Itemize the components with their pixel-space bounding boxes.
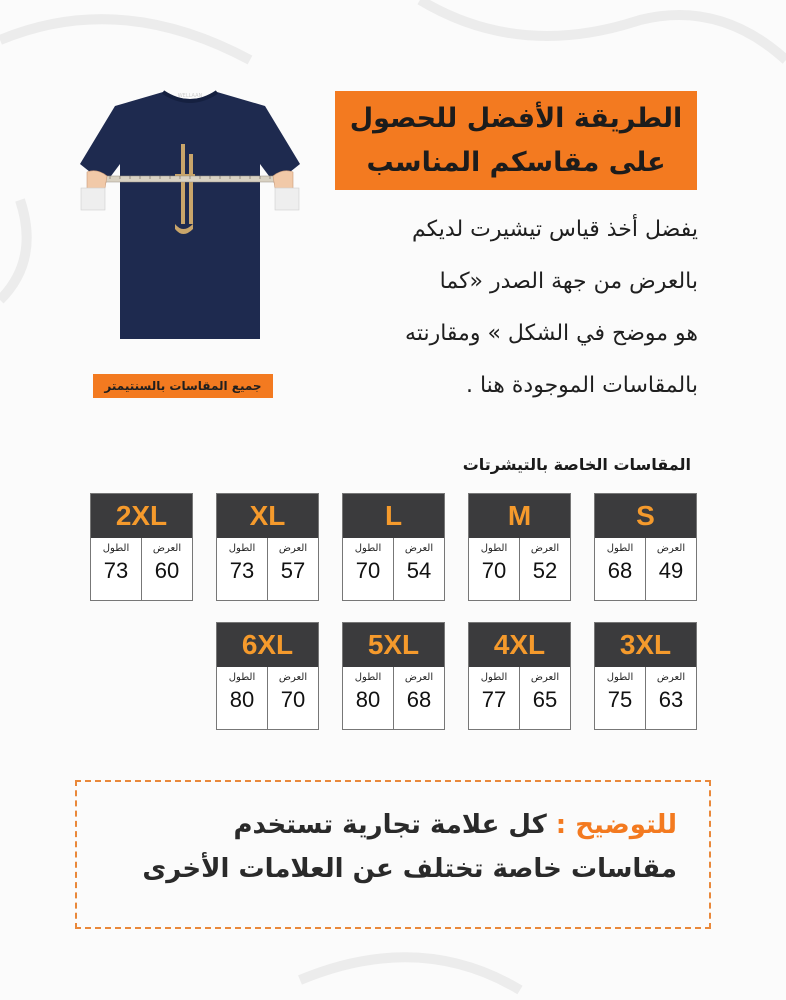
length-value: 80	[229, 687, 255, 712]
width-label: العرض	[656, 543, 686, 554]
width-column	[519, 538, 570, 600]
length-label: الطول	[480, 672, 508, 683]
width-column	[645, 538, 696, 600]
width-value: 57	[280, 558, 306, 583]
instructions-line-1: يفضل أخذ قياس تيشيرت لديكم	[412, 217, 698, 242]
length-label: الطول	[228, 543, 256, 554]
size-name: M	[469, 494, 570, 538]
size-name: 6XL	[217, 623, 318, 667]
note-line-2: مقاسات خاصة تختلف عن العلامات الأخرى	[142, 854, 677, 884]
width-value: 52	[532, 558, 558, 583]
width-column	[393, 538, 444, 600]
size-card-4xl	[468, 622, 571, 730]
width-value: 70	[280, 687, 306, 712]
width-value: 68	[406, 687, 432, 712]
headline-line-2: على مقاسكم المناسب	[366, 147, 666, 178]
size-card-s	[594, 493, 697, 601]
length-label: الطول	[102, 543, 130, 554]
width-value: 49	[658, 558, 684, 583]
sizes-section-title: المقاسات الخاصة بالتيشرتات	[462, 455, 691, 474]
width-label: العرض	[278, 672, 308, 683]
size-card-5xl	[342, 622, 445, 730]
length-column	[469, 538, 519, 600]
length-column	[343, 538, 393, 600]
size-name: L	[343, 494, 444, 538]
size-name: 2XL	[91, 494, 192, 538]
length-value: 70	[481, 558, 507, 583]
size-card-m	[468, 493, 571, 601]
size-card-2xl	[90, 493, 193, 601]
length-value: 73	[229, 558, 255, 583]
note-line-1	[233, 810, 677, 840]
tshirt-measure-illustration	[75, 84, 305, 344]
centimeters-label: جميع المقاسات بالسنتيمتر	[93, 374, 273, 398]
size-card-xl	[216, 493, 319, 601]
width-column	[393, 667, 444, 729]
size-card-l	[342, 493, 445, 601]
length-column	[595, 538, 645, 600]
length-label: الطول	[606, 543, 634, 554]
width-label: العرض	[278, 543, 308, 554]
width-value: 60	[154, 558, 180, 583]
length-label: الطول	[480, 543, 508, 554]
width-label: العرض	[152, 543, 182, 554]
length-column	[217, 538, 267, 600]
size-card-3xl	[594, 622, 697, 730]
width-column	[645, 667, 696, 729]
length-value: 77	[481, 687, 507, 712]
width-label: العرض	[656, 672, 686, 683]
instructions-line-2: بالعرض من جهة الصدر «كما	[439, 269, 698, 294]
brand-tag: WELLAAN	[177, 93, 203, 99]
size-name: S	[595, 494, 696, 538]
width-label: العرض	[404, 672, 434, 683]
length-column	[91, 538, 141, 600]
headline-line-1: الطريقة الأفضل للحصول	[349, 103, 683, 134]
length-label: الطول	[228, 672, 256, 683]
clarification-note	[75, 780, 711, 929]
tshirt-icon	[80, 92, 300, 339]
note-label: للتوضيح :	[555, 810, 677, 840]
length-value: 73	[103, 558, 129, 583]
instructions-line-3: هو موضح في الشكل » ومقارنته	[405, 321, 698, 346]
width-label: العرض	[530, 672, 560, 683]
length-column	[217, 667, 267, 729]
length-value: 68	[607, 558, 633, 583]
length-column	[343, 667, 393, 729]
width-column	[519, 667, 570, 729]
width-value: 54	[406, 558, 432, 583]
size-name: 5XL	[343, 623, 444, 667]
length-value: 75	[607, 687, 633, 712]
width-value: 63	[658, 687, 684, 712]
width-value: 65	[532, 687, 558, 712]
size-name: 3XL	[595, 623, 696, 667]
measuring-tape-icon	[100, 176, 280, 182]
size-name: XL	[217, 494, 318, 538]
note-text-1: كل علامة تجارية تستخدم	[233, 810, 547, 840]
width-column	[267, 667, 318, 729]
size-card-6xl	[216, 622, 319, 730]
width-column	[267, 538, 318, 600]
length-label: الطول	[606, 672, 634, 683]
length-column	[469, 667, 519, 729]
length-label: الطول	[354, 543, 382, 554]
length-value: 80	[355, 687, 381, 712]
instructions-paragraph	[318, 204, 698, 412]
headline-box	[335, 91, 697, 190]
width-column	[141, 538, 192, 600]
length-label: الطول	[354, 672, 382, 683]
instructions-line-4: بالمقاسات الموجودة هنا .	[465, 373, 698, 398]
length-column	[595, 667, 645, 729]
length-value: 70	[355, 558, 381, 583]
width-label: العرض	[404, 543, 434, 554]
size-name: 4XL	[469, 623, 570, 667]
width-label: العرض	[530, 543, 560, 554]
